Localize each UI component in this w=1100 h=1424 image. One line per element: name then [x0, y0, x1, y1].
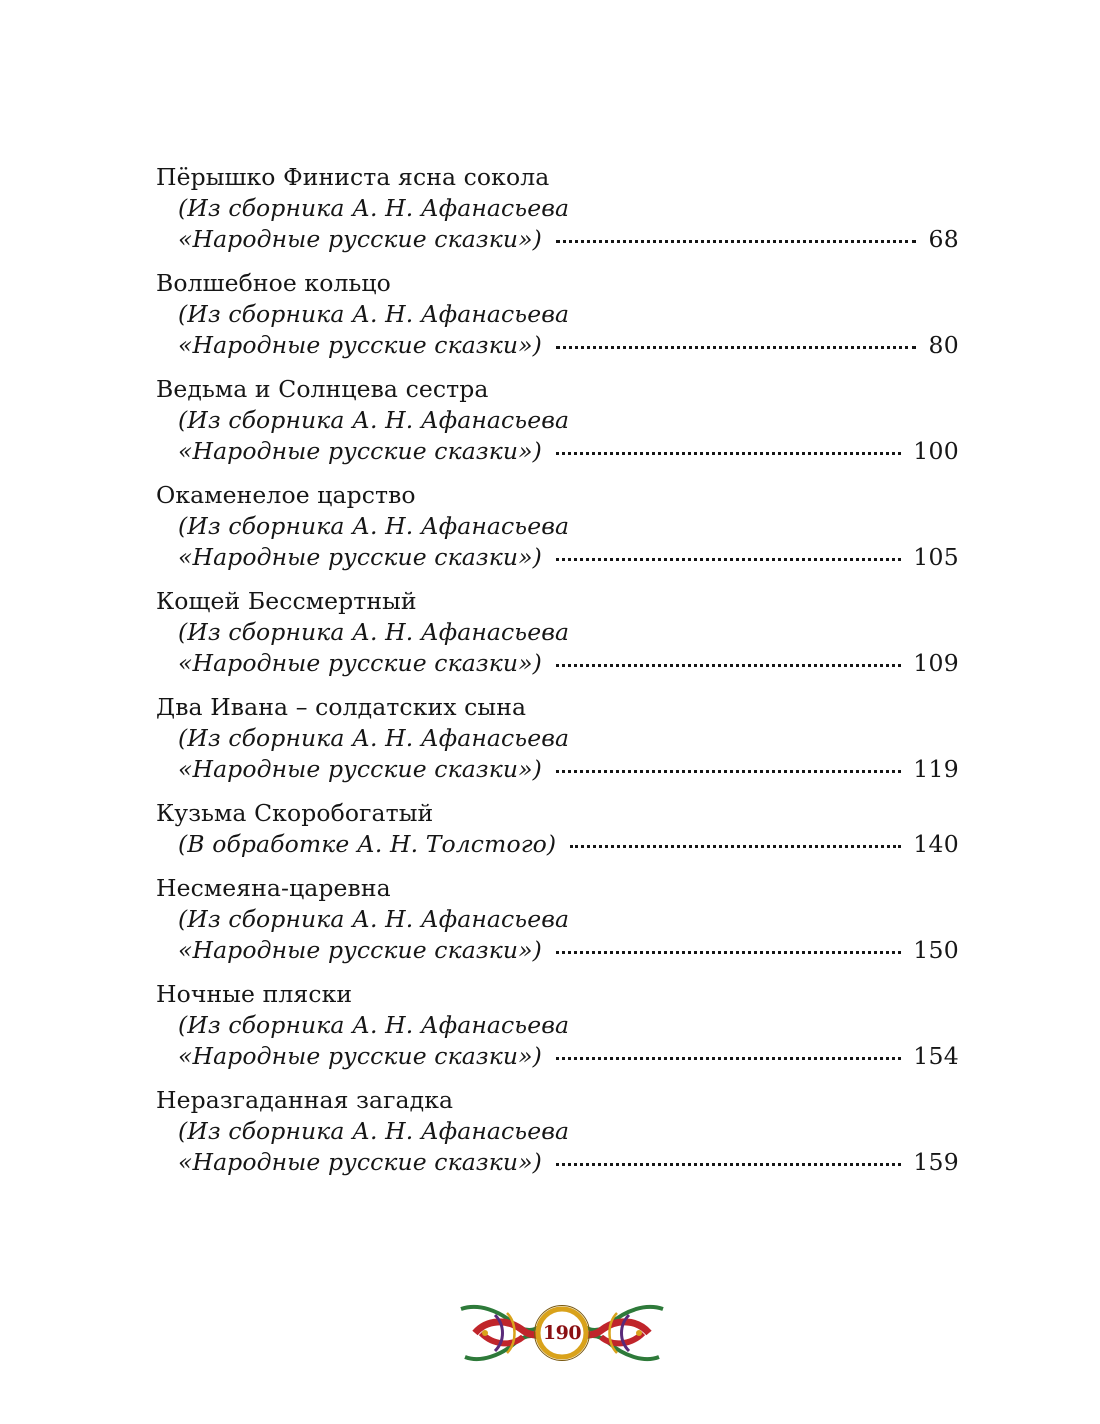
toc-entry[interactable] [156, 374, 959, 467]
entry-title: Пёрышко Финиста ясна сокола [156, 163, 550, 191]
toc-entry[interactable] [156, 873, 959, 966]
entry-page-number: 119 [913, 755, 959, 783]
dot-leader [570, 845, 901, 848]
entry-source: (Из сборника А. Н. Афанасьева [178, 1117, 570, 1145]
entry-page-number: 159 [913, 1148, 959, 1176]
toc-entry[interactable] [156, 1085, 959, 1178]
entry-source-line [156, 1041, 959, 1072]
entry-source-end: «Народные русские сказки») [178, 936, 542, 964]
entry-source-end: «Народные русские сказки») [178, 225, 542, 253]
dot-leader [556, 951, 901, 954]
entry-source-end: «Народные русские сказки») [178, 649, 542, 677]
entry-source-line [156, 542, 959, 573]
entry-source: (Из сборника А. Н. Афанасьева [178, 300, 570, 328]
entry-source-line [156, 1147, 959, 1178]
entry-page-number: 109 [913, 649, 959, 677]
entry-source-end: «Народные русские сказки») [178, 437, 542, 465]
entry-source-line [156, 224, 959, 255]
entry-source-line [156, 648, 959, 679]
table-of-contents [156, 162, 959, 1191]
page-number: 190 [542, 1322, 582, 1344]
entry-title: Ночные пляски [156, 980, 353, 1008]
toc-entry[interactable] [156, 268, 959, 361]
entry-source-end: «Народные русские сказки») [178, 1042, 542, 1070]
entry-source-line [156, 935, 959, 966]
entry-source-end: (В обработке А. Н. Толстого) [178, 830, 557, 858]
dot-leader [556, 770, 901, 773]
entry-source-end: «Народные русские сказки») [178, 331, 542, 359]
toc-entry[interactable] [156, 692, 959, 785]
entry-title: Два Ивана – солдатских сына [156, 693, 527, 721]
entry-page-number: 100 [913, 437, 959, 465]
dot-leader [556, 558, 901, 561]
entry-source-end: «Народные русские сказки») [178, 1148, 542, 1176]
entry-source: (Из сборника А. Н. Афанасьева [178, 512, 570, 540]
entry-source: (Из сборника А. Н. Афанасьева [178, 1011, 570, 1039]
entry-title: Кощей Бессмертный [156, 587, 417, 615]
entry-title: Волшебное кольцо [156, 269, 391, 297]
entry-source: (Из сборника А. Н. Афанасьева [178, 724, 570, 752]
entry-page-number: 150 [913, 936, 959, 964]
dot-leader [556, 664, 901, 667]
entry-source: (Из сборника А. Н. Афанасьева [178, 406, 570, 434]
entry-page-number: 105 [913, 543, 959, 571]
dot-leader [556, 452, 901, 455]
entry-title: Кузьма Скоробогатый [156, 799, 434, 827]
entry-title: Неразгаданная загадка [156, 1086, 454, 1114]
entry-source-line [156, 754, 959, 785]
toc-entry[interactable] [156, 979, 959, 1072]
entry-source-line [156, 829, 959, 860]
toc-entry[interactable] [156, 798, 959, 860]
dot-leader [556, 1057, 901, 1060]
page-number-ornament [455, 1295, 669, 1371]
dot-leader [556, 240, 917, 243]
entry-source-end: «Народные русские сказки») [178, 543, 542, 571]
entry-title: Ведьма и Солнцева сестра [156, 375, 489, 403]
entry-source-end: «Народные русские сказки») [178, 755, 542, 783]
entry-page-number: 154 [913, 1042, 959, 1070]
entry-source-line [156, 436, 959, 467]
entry-source: (Из сборника А. Н. Афанасьева [178, 618, 570, 646]
toc-entry[interactable] [156, 162, 959, 255]
toc-entry[interactable] [156, 586, 959, 679]
dot-leader [556, 1163, 901, 1166]
entry-page-number: 80 [928, 331, 959, 359]
entry-source: (Из сборника А. Н. Афанасьева [178, 194, 570, 222]
entry-title: Несмеяна-царевна [156, 874, 391, 902]
entry-page-number: 140 [913, 830, 959, 858]
entry-title: Окаменелое царство [156, 481, 416, 509]
entry-source-line [156, 330, 959, 361]
entry-source: (Из сборника А. Н. Афанасьева [178, 905, 570, 933]
entry-page-number: 68 [928, 225, 959, 253]
toc-entry[interactable] [156, 480, 959, 573]
dot-leader [556, 346, 917, 349]
